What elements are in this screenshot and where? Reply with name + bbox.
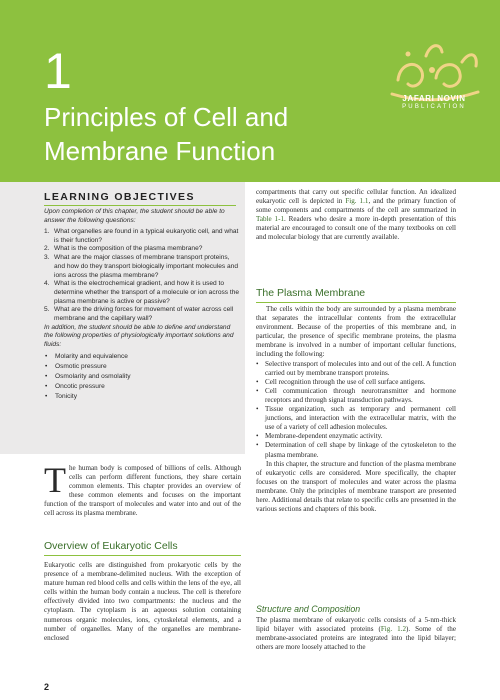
objectives-title: LEARNING OBJECTIVES — [44, 191, 195, 203]
objective-item — [44, 245, 240, 254]
continued-paragraph — [256, 188, 456, 243]
function-text: Determination of cell shape by linkage of the cytoskeleton to the plasma membrane. — [265, 441, 456, 459]
para-text: , and the primary function of some components and compartments of the cell are summarized in — [256, 197, 456, 215]
chapter-scope-paragraph: In this chapter, the structure and function of the plasma membrane of eukaryotic cells are considered. More specifically, the chapter focuses on the transport of molecules and water across the plasma membrane. Only the principles of membrane transport are presented here. Additional details that relate to specific cells are presented in the various sections and chapters of this book. — [256, 459, 456, 514]
drop-cap: T — [44, 460, 66, 500]
intro-text: he human body is composed of billions of cells. Although cells can perform different functions, they share certain common elements. This chapter provides an overview of these common elements and focuses on the important function of the transport of molecules and water into and out of the cell across its plasma membrane. — [44, 464, 241, 518]
objective-number: 1. — [44, 228, 50, 235]
section-heading-eukaryotic: Overview of Eukaryotic Cells — [44, 540, 178, 552]
section-rule — [256, 302, 456, 303]
objective-text: What is the electrochemical gradient, and how it is used to determine whether the transport of a molecule or ion across the plasma membrane is active or passive? — [54, 280, 240, 305]
publisher-logo-icon — [378, 32, 488, 132]
subheading-structure: Structure and Composition — [256, 604, 361, 614]
property-text: Oncotic pressure — [55, 382, 105, 390]
section-heading-plasma-membrane: The Plasma Membrane — [256, 287, 366, 299]
function-item: • Determination of cell shape by linkage of the cytoskeleton to the plasma membrane. — [256, 441, 456, 459]
publisher-name: JAFARI NOVIN — [402, 94, 466, 103]
objective-number: 4. — [44, 280, 50, 288]
property-text: Osmolarity and osmolality — [55, 372, 131, 380]
property-item: • Oncotic pressure — [45, 382, 105, 390]
eukaryotic-paragraph: Eukaryotic cells are distinguished from prokaryotic cells by the presence of a membrane-delimited nucleus. With the exception of mature human red blood cells and cells within the lens of the eye, all cells within the human body contain a nucleus. The cell is therefore effectively divided into two compartments: the nucleus and the cytoplasm. The cytoplasm is an aqueous solution containing numerous organic molecules, ions, cytoskeletal elements, and a number of organelles. Many of the organelles are membrane-enclosed — [44, 561, 241, 642]
objective-number: 2. — [44, 245, 50, 253]
objective-text: What is the composition of the plasma membrane? — [54, 245, 203, 253]
para-text: ). Some of the membrane-associated proteins are integrated into the lipid bilayer; others are more loosely attached to the — [256, 625, 456, 652]
function-item: • Selective transport of molecules into and out of the cell. A function carried out by membrane transport proteins. — [256, 359, 456, 377]
objective-text: What are the driving forces for movement of water across cell membrane and the capillary wall? — [54, 306, 234, 323]
objective-item — [44, 228, 240, 245]
objective-text: What are the major classes of membrane transport proteins, and how do they transport biologically important molecules and ions across the plasma membrane? — [54, 254, 238, 279]
section-rule — [44, 555, 241, 556]
objectives-list — [44, 228, 240, 402]
objective-item — [44, 306, 240, 323]
plasma-paragraph: The cells within the body are surrounded by a plasma membrane that separates the intracellular contents from the extracellular environment. Because of the properties of this membrane and, in particular, the presence of specific membrane proteins, the plasma membrane is involved in a number of important cellular functions, including the following: — [256, 305, 456, 359]
function-text: Selective transport of molecules into and out of the cell. A function carried out by membrane transport proteins. — [265, 359, 456, 377]
property-item: • Osmolarity and osmolality — [45, 372, 131, 380]
objective-number: 5. — [44, 306, 50, 314]
chapter-header — [0, 0, 500, 182]
intro-paragraph — [44, 460, 241, 519]
para-text: . Readers who desire a more in-depth presentation of this material are encouraged to consult one of the many textbooks on cell and molecular biology that are currently available. — [256, 215, 456, 242]
function-item: • Cell recognition through the use of cell surface antigens. — [256, 377, 426, 386]
function-item: • Membrane-dependent enzymatic activity. — [256, 432, 383, 441]
plasma-membrane-section — [256, 305, 456, 514]
page-number: 2 — [44, 682, 50, 692]
objective-text: What organelles are found in a typical eukaryotic cell, and what is their function? — [54, 228, 239, 244]
property-item: • Tonicity — [45, 392, 77, 400]
table-link[interactable]: Table 1-1 — [256, 215, 284, 224]
property-item: • Osmotic pressure — [45, 362, 107, 370]
publisher-logo-text — [370, 94, 498, 110]
function-text: Cell recognition through the use of cell surface antigens. — [265, 377, 426, 386]
objectives-rule — [44, 205, 236, 206]
property-text: Tonicity — [55, 392, 77, 400]
function-item: • Cell communication through neurotransmitter and hormone receptors and through signal transduction pathways. — [256, 386, 456, 404]
chapter-title: Principles of Cell and Membrane Function — [44, 102, 289, 166]
objectives-intro: Upon completion of this chapter, the student should be able to answer the following questions: — [44, 208, 225, 224]
figure-link[interactable]: Fig. 1.1 — [345, 197, 369, 206]
figure-link[interactable]: Fig. 1.2 — [380, 625, 406, 634]
property-text: Molarity and equivalence — [55, 352, 128, 360]
function-text: Cell communication through neurotransmitter and hormone receptors and through signal transduction pathways. — [265, 386, 456, 404]
function-text: Tissue organization, such as temporary and permanent cell junctions, and interaction with the extracellular matrix, with the use of a variety of cell adhesion molecules. — [265, 405, 456, 432]
chapter-number: 1 — [44, 43, 72, 99]
function-text: Membrane-dependent enzymatic activity. — [265, 432, 383, 441]
publisher-sub: PUBLICATION — [402, 104, 466, 110]
structure-paragraph — [256, 616, 456, 652]
function-item: • Tissue organization, such as temporary and permanent cell junctions, and interaction with the extracellular matrix, with the use of a variety of cell adhesion molecules. — [256, 405, 456, 432]
objectives-bullets — [44, 352, 240, 402]
objective-item — [44, 280, 240, 306]
para-text: The plasma membrane of eukaryotic cells consists of a 5-nm-thick lipid bilayer with associated proteins ( — [256, 616, 456, 634]
objectives-after: In addition, the student should be able to define and understand the following properties of physiologically important solutions and fluids: — [44, 323, 234, 349]
objective-number: 3. — [44, 254, 50, 262]
para-text: compartments that carry out specific cellular function. An idealized eukaryotic cell is depicted in — [256, 188, 456, 206]
objective-item — [44, 254, 240, 280]
property-text: Osmotic pressure — [55, 362, 107, 370]
property-item: • Molarity and equivalence — [45, 352, 128, 360]
